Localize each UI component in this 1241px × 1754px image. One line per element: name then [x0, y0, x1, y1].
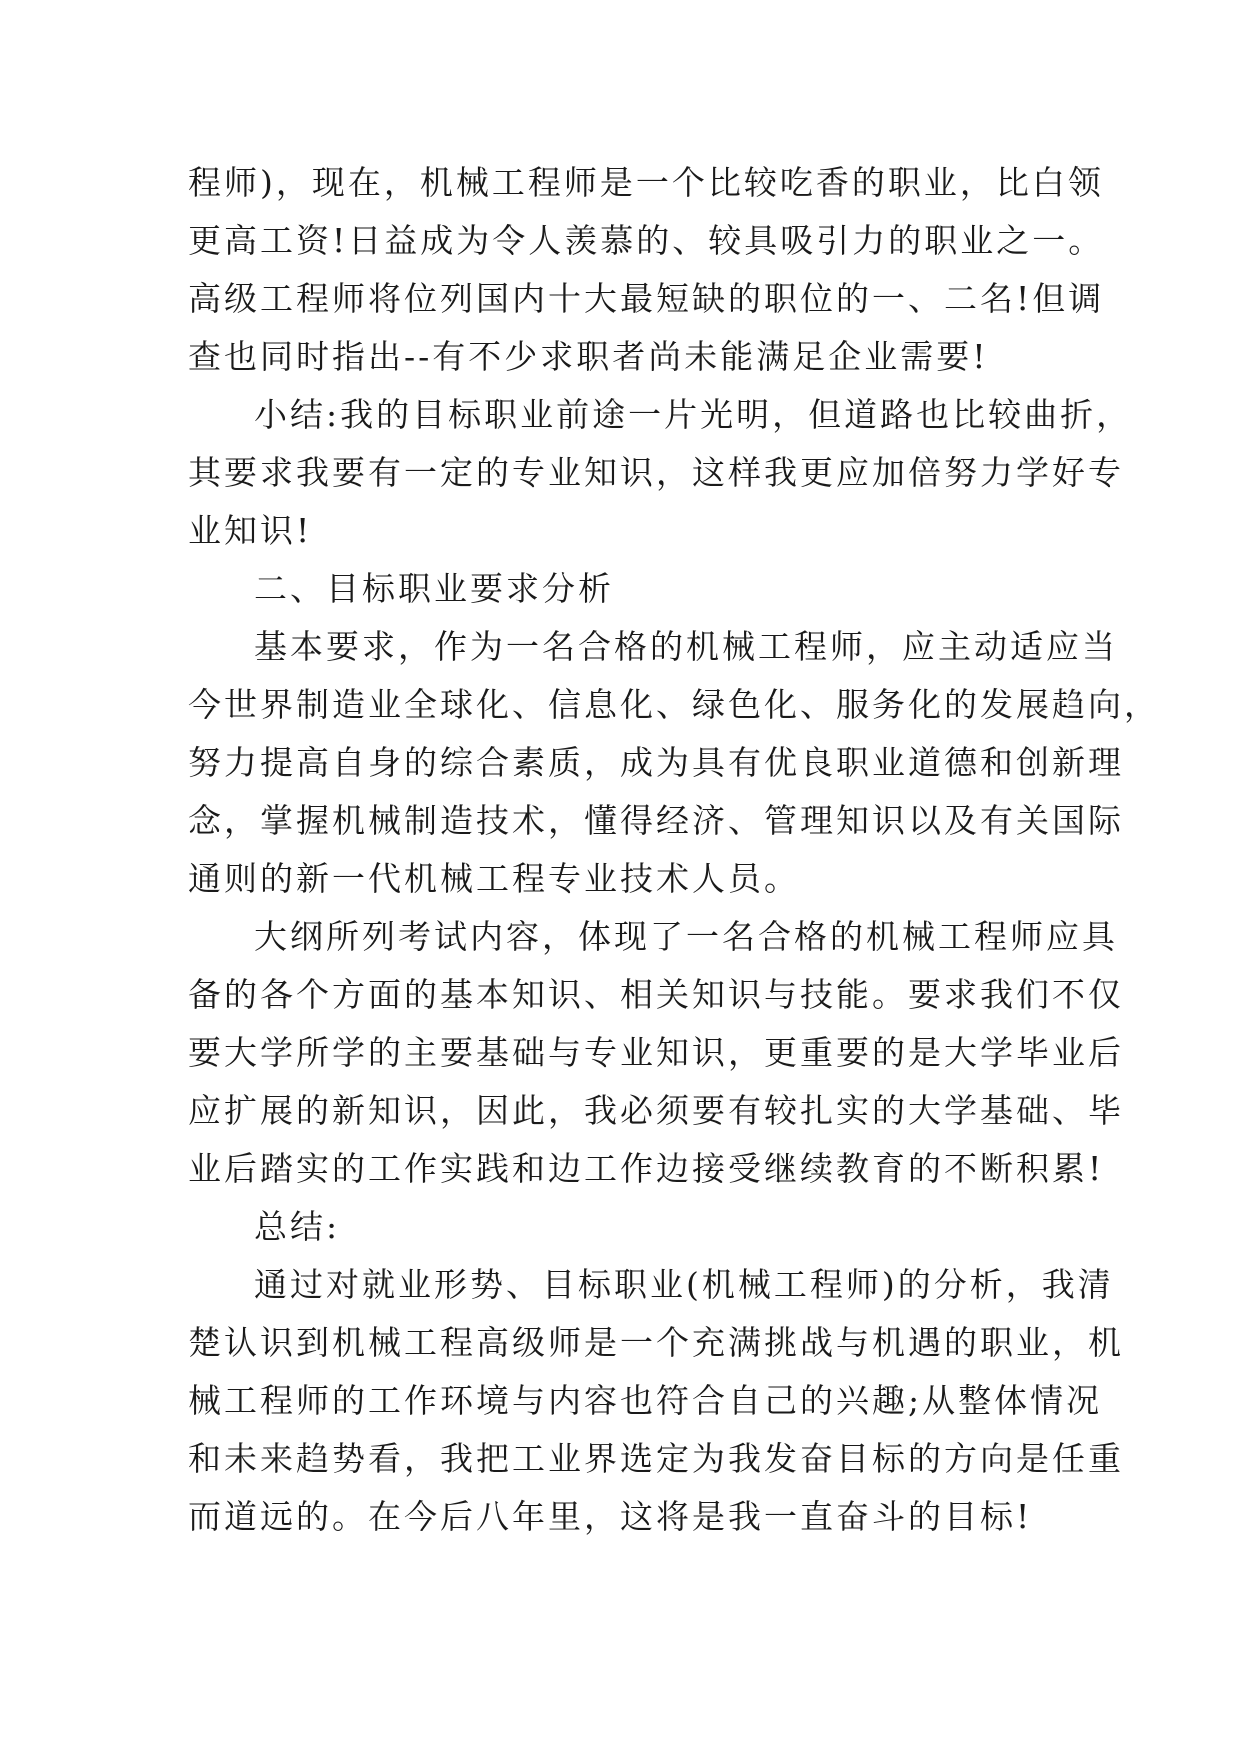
text-line: 应扩展的新知识，因此，我必须要有较扎实的大学基础、毕 [188, 1091, 1124, 1130]
text-line: 和未来趋势看，我把工业界选定为我发奋目标的方向是任重 [188, 1439, 1124, 1478]
text-line: 查也同时指出--有不少求职者尚未能满足企业需要! [188, 337, 989, 376]
text-line: 小结:我的目标职业前途一片光明，但道路也比较曲折， [254, 395, 1133, 434]
text-line: 高级工程师将位列国内十大最短缺的职位的一、二名!但调 [188, 279, 1105, 318]
text-line: 二、目标职业要求分析 [254, 569, 614, 608]
text-line: 楚认识到机械工程高级师是一个充满挑战与机遇的职业，机 [188, 1323, 1124, 1362]
text-line: 而道远的。在今后八年里，这将是我一直奋斗的目标! [188, 1497, 1033, 1536]
text-line: 程师)，现在，机械工程师是一个比较吃香的职业，比白领 [188, 163, 1104, 202]
text-line: 备的各个方面的基本知识、相关知识与技能。要求我们不仅 [188, 975, 1124, 1014]
text-line: 更高工资!日益成为令人羡慕的、较具吸引力的职业之一。 [188, 221, 1105, 260]
text-line: 基本要求，作为一名合格的机械工程师，应主动适应当 [254, 627, 1118, 666]
document-body [188, 154, 1160, 1546]
text-line: 业知识! [188, 511, 313, 550]
text-line: 努力提高自身的综合素质，成为具有优良职业道德和创新理 [188, 743, 1124, 782]
text-line: 总结: [254, 1207, 341, 1246]
text-line: 业后踏实的工作实践和边工作边接受继续教育的不断积累! [188, 1149, 1105, 1188]
text-line: 械工程师的工作环境与内容也符合自己的兴趣;从整体情况 [188, 1381, 1103, 1420]
text-line: 大纲所列考试内容，体现了一名合格的机械工程师应具 [254, 917, 1118, 956]
text-line: 今世界制造业全球化、信息化、绿色化、服务化的发展趋向， [188, 685, 1160, 724]
text-line: 要大学所学的主要基础与专业知识，更重要的是大学毕业后 [188, 1033, 1124, 1072]
text-line: 通过对就业形势、目标职业(机械工程师)的分析，我清 [254, 1265, 1114, 1304]
text-line: 念，掌握机械制造技术，懂得经济、管理知识以及有关国际 [188, 801, 1124, 840]
text-line: 通则的新一代机械工程专业技术人员。 [188, 859, 800, 898]
text-line: 其要求我要有一定的专业知识，这样我更应加倍努力学好专 [188, 453, 1124, 492]
